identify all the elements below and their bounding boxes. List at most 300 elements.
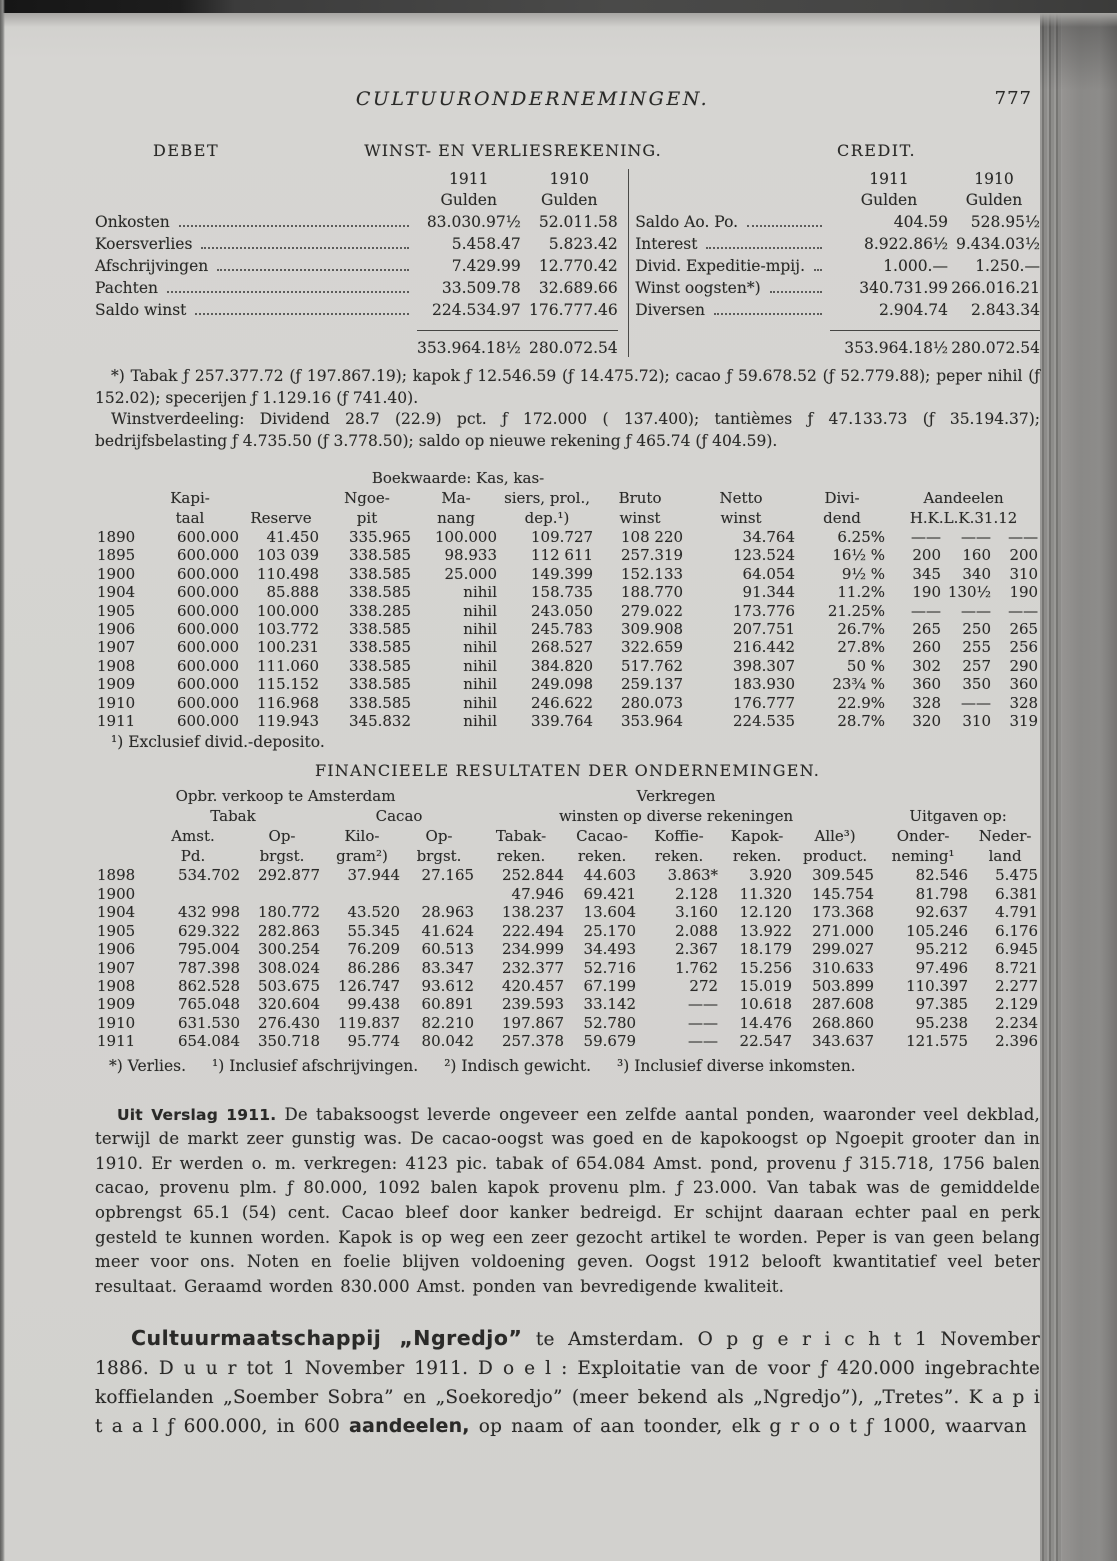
value-cell xyxy=(144,885,242,903)
value-cell: 6.945 xyxy=(995,940,1039,959)
value-cell: nihil xyxy=(463,656,498,675)
pnl-row-label: Saldo winst xyxy=(95,301,187,319)
value-cell: 121.575 xyxy=(906,1032,969,1051)
pnl-credit-currency xyxy=(635,190,1040,211)
value-cell: 86.286 xyxy=(347,958,400,977)
table-row xyxy=(95,657,1040,675)
value-cell: 25.170 xyxy=(583,921,637,940)
subgroup-winsten: winsten op diverse rekeningen xyxy=(558,807,794,826)
value-cell: 268.527 xyxy=(531,638,594,657)
pnl-debet-side xyxy=(95,169,618,357)
dot-leader xyxy=(747,225,822,227)
value-cell: 432 998 xyxy=(177,903,240,922)
table-row xyxy=(95,1014,1040,1032)
profit-loss-section xyxy=(95,141,1040,452)
column-header: taal xyxy=(175,509,205,527)
value-cell: 338.585 xyxy=(348,546,412,565)
credit-label: CREDIT. xyxy=(837,141,917,160)
pnl-credit-rows xyxy=(635,211,1040,357)
value-cell: 257.319 xyxy=(621,546,684,565)
pnl-footnotes xyxy=(95,366,1040,452)
table-row xyxy=(95,675,1040,693)
value-cell: 6.25% xyxy=(837,528,886,546)
value-cell: 384.820 xyxy=(531,656,594,675)
value-cell: 112 611 xyxy=(531,546,594,565)
value-cell: 34.764 xyxy=(742,528,796,546)
value-cell xyxy=(322,885,402,903)
value-cell: 47.946 xyxy=(511,884,565,903)
verslag-lead: Uit Verslag 1911. xyxy=(117,1105,277,1124)
value-cell: 67.199 xyxy=(583,976,637,995)
year-cell: 1890 xyxy=(97,528,136,546)
value-cell: 160 xyxy=(962,546,992,565)
year-cell: 1907 xyxy=(97,958,136,977)
subgroup-cacao: Cacao xyxy=(375,807,423,826)
pnl-row-label: Interest xyxy=(635,235,698,253)
column-header: Kapi- xyxy=(170,489,210,507)
footnote-winstverdeeling: Winstverdeeling: Dividend 28.7 (22.9) pct. ƒ 172.000 ( 137.400); tantièmes ƒ 47.133.73 (ƒ 35.194.37); bedrijfsbelasting ƒ 4.735.50 (ƒ 3.778.50); saldo op nieuwe rekening ƒ 465.74 (ƒ 404.59). xyxy=(95,410,1040,450)
value-cell: 91.344 xyxy=(742,583,796,602)
value-cell: 280.073 xyxy=(621,693,684,712)
column-header: land xyxy=(988,847,1022,866)
value-cell: 265 xyxy=(1009,620,1039,639)
boekwaarde-header-bottom xyxy=(95,508,1040,528)
value-cell: 272 xyxy=(689,976,719,995)
value-cell: 12.120 xyxy=(739,903,793,922)
table-row xyxy=(95,1032,1040,1050)
column-header: reken. xyxy=(496,847,546,866)
group-header-verkregen: Verkregen xyxy=(636,787,716,806)
value-cell: 338.585 xyxy=(348,564,412,583)
table-row xyxy=(95,866,1040,884)
value-cell: 173.776 xyxy=(733,601,796,620)
value-cell: 629.322 xyxy=(177,921,240,940)
year-cell: 1908 xyxy=(97,656,136,675)
value-cell: 14.476 xyxy=(739,1013,793,1032)
column-header: Op- xyxy=(425,827,453,846)
value-cell: 25.000 xyxy=(444,564,498,583)
value-cell: 123.524 xyxy=(733,546,796,565)
value-cell: 360 xyxy=(912,675,942,694)
value-cell: 28.7% xyxy=(837,712,886,731)
value-cell: 190 xyxy=(912,583,942,602)
pnl-value-1910: 528.95½ xyxy=(970,213,1040,231)
value-cell: 322.659 xyxy=(621,638,684,657)
value-cell: 299.027 xyxy=(812,940,875,959)
value-cell: 252.844 xyxy=(502,866,565,885)
table-row xyxy=(95,995,1040,1013)
value-cell: 328 xyxy=(912,693,942,712)
column-header: dend xyxy=(823,509,861,527)
dot-leader xyxy=(179,225,409,227)
value-cell: 18.179 xyxy=(739,940,793,959)
value-cell: 319 xyxy=(1009,712,1039,731)
pnl-value-1910: 176.777.46 xyxy=(528,301,618,319)
value-cell: nihil xyxy=(463,601,498,620)
value-cell: 350 xyxy=(962,675,992,694)
value-cell: 600.000 xyxy=(176,638,239,657)
column-header: brgst. xyxy=(416,847,462,866)
pnl-value-1910: 266.016.21 xyxy=(951,279,1040,297)
value-cell: 28.963 xyxy=(421,903,475,922)
year-column-header: 1911 xyxy=(449,170,489,188)
year-cell: 1908 xyxy=(97,976,136,995)
value-cell: 52.780 xyxy=(583,1013,637,1032)
value-cell: 271.000 xyxy=(812,921,875,940)
ngredjo-paragraph xyxy=(95,1324,1040,1441)
year-cell: 1910 xyxy=(97,1013,136,1032)
value-cell: 276.430 xyxy=(257,1013,320,1032)
value-cell: 183.930 xyxy=(733,675,796,694)
column-header: Op- xyxy=(268,827,296,846)
column-header: neming¹ xyxy=(891,847,955,866)
value-cell: 320 xyxy=(912,712,942,731)
pnl-row-label: Afschrijvingen xyxy=(95,257,209,275)
pnl-total-1910: 280.072.54 xyxy=(951,339,1040,357)
value-cell: 279.022 xyxy=(621,601,684,620)
subgroup-uitgaven: Uitgaven op: xyxy=(909,807,1007,826)
value-cell: 600.000 xyxy=(176,620,239,639)
table-row xyxy=(95,638,1040,656)
value-cell: 60.513 xyxy=(421,940,475,959)
value-cell: 93.612 xyxy=(421,976,475,995)
financieele-header-top xyxy=(95,826,1040,846)
value-cell: nihil xyxy=(463,675,498,694)
value-cell: nihil xyxy=(463,693,498,712)
pnl-credit-years xyxy=(635,169,1040,190)
boekwaarde-span-header-row xyxy=(95,468,1040,488)
page-content xyxy=(95,88,1040,1441)
value-cell: 83.347 xyxy=(421,958,475,977)
value-cell: 345 xyxy=(912,564,942,583)
value-cell: 82.210 xyxy=(421,1013,475,1032)
table-row xyxy=(95,546,1040,564)
value-cell: 600.000 xyxy=(176,546,239,565)
boekwaarde-body xyxy=(95,528,1040,730)
year-cell: 1906 xyxy=(97,620,136,639)
pnl-row-label: Koersverlies xyxy=(95,235,193,253)
value-cell: 23¾ % xyxy=(832,675,886,694)
table-row xyxy=(95,583,1040,601)
column-header: pit xyxy=(356,509,378,527)
pnl-value-1910: 1.250.— xyxy=(975,257,1040,275)
debet-label: DEBET xyxy=(153,141,220,160)
column-header: Pd. xyxy=(180,847,206,866)
financieele-header-bottom xyxy=(95,846,1040,866)
value-cell: —— xyxy=(961,601,992,620)
value-cell: 3.920 xyxy=(749,866,793,885)
pnl-row xyxy=(95,255,618,277)
value-cell: 1.762 xyxy=(675,958,719,977)
year-cell: 1909 xyxy=(97,675,136,694)
value-cell: 292.877 xyxy=(257,866,320,885)
pnl-debet-rows xyxy=(95,211,618,357)
value-cell: 216.442 xyxy=(733,638,796,657)
value-cell: 309.908 xyxy=(621,620,684,639)
value-cell: 3.160 xyxy=(675,903,719,922)
page-title: CULTUURONDERNEMINGEN. xyxy=(355,88,710,110)
value-cell: 10.618 xyxy=(739,995,793,1014)
year-cell: 1906 xyxy=(97,940,136,959)
value-cell: 197.867 xyxy=(502,1013,565,1032)
value-cell: 338.285 xyxy=(348,601,412,620)
dot-leader xyxy=(814,269,822,271)
value-cell: 338.585 xyxy=(348,693,412,712)
dot-leader xyxy=(217,269,409,271)
value-cell: —— xyxy=(688,1032,719,1051)
value-cell: 3.863* xyxy=(667,866,719,885)
pnl-row xyxy=(635,211,1040,233)
value-cell: 503.675 xyxy=(257,976,320,995)
pnl-debet-years xyxy=(95,169,618,190)
value-cell: 108 220 xyxy=(621,528,684,546)
value-cell: 320.604 xyxy=(257,995,320,1014)
financieele-section xyxy=(95,761,1040,1076)
page-number: 777 xyxy=(994,88,1032,109)
year-cell: 1895 xyxy=(97,546,136,565)
value-cell: 654.084 xyxy=(177,1032,240,1051)
footnote-gewicht: ²) Indisch gewicht. xyxy=(444,1056,592,1075)
value-cell: 600.000 xyxy=(176,583,239,602)
dot-leader xyxy=(201,247,408,249)
pnl-value-1911: 1.000.— xyxy=(883,257,948,275)
pnl-total-row xyxy=(95,330,618,357)
pnl-row xyxy=(635,299,1040,321)
value-cell: 787.398 xyxy=(177,958,240,977)
year-cell: 1898 xyxy=(97,866,136,885)
currency-header: Gulden xyxy=(440,191,497,209)
pnl-row xyxy=(95,299,618,321)
value-cell: 232.377 xyxy=(502,958,565,977)
value-cell: nihil xyxy=(463,712,498,731)
pnl-row-label: Pachten xyxy=(95,279,159,297)
value-cell: —— xyxy=(961,693,992,712)
column-header: Koffie- xyxy=(654,827,704,846)
value-cell: 600.000 xyxy=(176,528,239,546)
pnl-value-1910: 32.689.66 xyxy=(538,279,618,297)
value-cell: 22.9% xyxy=(837,693,886,712)
column-header: dep.¹) xyxy=(524,509,570,527)
year-cell: 1900 xyxy=(97,564,136,583)
value-cell: 99.438 xyxy=(347,995,400,1014)
value-cell: 119.943 xyxy=(256,712,320,731)
value-cell: 43.520 xyxy=(347,903,400,922)
value-cell: 173.368 xyxy=(812,903,875,922)
value-cell xyxy=(242,885,322,903)
value-cell: 257 xyxy=(962,656,992,675)
value-cell: 22.547 xyxy=(739,1032,793,1051)
column-header: Bruto xyxy=(618,489,662,507)
value-cell: 398.307 xyxy=(733,656,796,675)
value-cell: 16½ % xyxy=(832,546,886,565)
pnl-value-1911: 7.429.99 xyxy=(451,257,521,275)
column-header xyxy=(95,488,139,508)
aandeelen-subheader: H.K.L.K.31.12 xyxy=(909,509,1018,527)
value-cell: 8.721 xyxy=(995,958,1039,977)
value-cell: 340 xyxy=(962,564,992,583)
column-header xyxy=(241,488,321,508)
value-cell: 310 xyxy=(962,712,992,731)
pnl-value-1911: 8.922.86½ xyxy=(863,235,948,253)
boekwaarde-table xyxy=(95,468,1040,730)
value-cell: 282.863 xyxy=(257,921,320,940)
value-cell: 27.8% xyxy=(837,638,886,657)
value-cell: 302 xyxy=(912,656,942,675)
pnl-value-1911: 33.509.78 xyxy=(441,279,521,297)
value-cell: 2.277 xyxy=(995,976,1039,995)
year-cell: 1907 xyxy=(97,638,136,657)
value-cell: 55.345 xyxy=(347,921,400,940)
column-header: Ma- xyxy=(441,489,471,507)
year-cell: 1905 xyxy=(97,921,136,940)
pnl-value-1911: 404.59 xyxy=(893,213,948,231)
pnl-total-1911: 353.964.18½ xyxy=(844,339,948,357)
value-cell: 97.496 xyxy=(915,958,969,977)
year-cell: 1905 xyxy=(97,601,136,620)
financieele-title: FINANCIEELE RESULTATEN DER ONDERNEMINGEN. xyxy=(314,761,821,781)
value-cell: 234.999 xyxy=(502,940,565,959)
value-cell: 795.004 xyxy=(177,940,240,959)
value-cell: 41.624 xyxy=(421,921,475,940)
pnl-value-1911: 340.731.99 xyxy=(859,279,948,297)
column-header xyxy=(95,508,139,528)
value-cell: 92.637 xyxy=(915,903,969,922)
value-cell: 256 xyxy=(1009,638,1039,657)
ngredjo-text-2: op naam of aan toonder, elk g r o o t ƒ 1000, waarvan xyxy=(469,1416,1027,1438)
value-cell: 222.494 xyxy=(502,921,565,940)
dot-leader xyxy=(195,313,408,315)
value-cell: 60.891 xyxy=(421,995,475,1014)
value-cell: 300.254 xyxy=(257,940,320,959)
value-cell: 100.000 xyxy=(434,528,498,546)
table-row xyxy=(95,620,1040,638)
value-cell: 343.637 xyxy=(812,1032,875,1051)
value-cell: 26.7% xyxy=(837,620,886,639)
table-row xyxy=(95,922,1040,940)
value-cell: 517.762 xyxy=(621,656,684,675)
ngredjo-aandeelen-bold: aandeelen, xyxy=(349,1415,470,1438)
footnote-inkomsten: ³) Inclusief diverse inkomsten. xyxy=(617,1056,856,1075)
value-cell: 50 % xyxy=(846,656,886,675)
pnl-row-label: Diversen xyxy=(635,301,706,319)
value-cell: 11.320 xyxy=(739,884,793,903)
year-cell: 1900 xyxy=(97,884,136,903)
value-cell: 200 xyxy=(1009,546,1039,565)
table-row xyxy=(95,903,1040,921)
pnl-row xyxy=(635,277,1040,299)
column-header: siers, prol., xyxy=(504,489,590,507)
value-cell: 503.899 xyxy=(812,976,875,995)
verslag-body: De tabaksoogst leverde ongeveer een zelfde aantal ponden, waaronder veel dekblad, terwijl de markt zeer gunstig was. De cacao-oogst was goed en de kapokoogst op Ngoepit grooter dan in 1910. Er werden o. m. verkregen: 4123 pic. tabak of 654.084 Amst. pond, provenu ƒ 315.718, 1756 balen cacao, provenu plm. ƒ 80.000, 1092 balen kapok provenu plm. ƒ 23.000. Van tabak was de gemiddelde opbrengst 65.1 (54) cent. Cacao bleef door kanker bedreigd. Er schijnt daaraan echter paal en perk gesteld te kunnen worden. Kapok is op weg een zeer gezocht artikel te worden. Peper is van geen belang meer voor ons. Noten en foelie blijven voldoening geven. Oogst 1912 belooft kwantitatief veel beter resultaat. Geraamd worden 830.000 Amst. ponden van bevredigende kwaliteit. xyxy=(95,1104,1040,1296)
value-cell: 9½ % xyxy=(841,564,886,583)
value-cell: 21.25% xyxy=(827,601,886,620)
value-cell: 95.212 xyxy=(915,940,969,959)
value-cell: 338.585 xyxy=(348,583,412,602)
pnl-row xyxy=(95,211,618,233)
value-cell: —— xyxy=(688,995,719,1014)
value-cell: 119.837 xyxy=(337,1013,400,1032)
value-cell: 600.000 xyxy=(176,656,239,675)
value-cell: 257.378 xyxy=(502,1032,565,1051)
value-cell: 534.702 xyxy=(177,866,240,885)
value-cell: 350.718 xyxy=(257,1032,320,1051)
table-row xyxy=(95,940,1040,958)
value-cell: 6.176 xyxy=(995,921,1039,940)
table-row xyxy=(95,602,1040,620)
value-cell: 41.450 xyxy=(266,528,320,546)
value-cell: 338.585 xyxy=(348,656,412,675)
book-edge-band xyxy=(1040,0,1117,1561)
column-header: Kilo- xyxy=(344,827,380,846)
subgroup-tabak: Tabak xyxy=(210,807,256,826)
boekwaarde-header-top xyxy=(95,488,1040,508)
year-cell: 1911 xyxy=(97,1032,136,1051)
pnl-table xyxy=(95,169,1040,357)
value-cell: 111.060 xyxy=(256,656,320,675)
column-header: Cacao- xyxy=(576,827,628,846)
pnl-total-values xyxy=(830,330,1040,357)
value-cell: 44.603 xyxy=(583,866,637,885)
value-cell: 600.000 xyxy=(176,564,239,583)
value-cell: 76.209 xyxy=(347,940,400,959)
verslag-paragraph xyxy=(95,1103,1040,1300)
pnl-row-label: Winst oogsten*) xyxy=(635,279,761,297)
pnl-value-1910: 5.823.42 xyxy=(548,235,618,253)
table-row xyxy=(95,712,1040,730)
value-cell: 862.528 xyxy=(177,976,240,995)
column-header: Divi- xyxy=(824,489,860,507)
year-column-header: 1911 xyxy=(869,170,909,188)
pnl-header-row xyxy=(95,141,1040,165)
column-header: Alle³) xyxy=(814,827,856,846)
value-cell: 224.535 xyxy=(733,712,796,731)
value-cell: 338.585 xyxy=(348,638,412,657)
value-cell: 600.000 xyxy=(176,712,239,731)
value-cell: 103 039 xyxy=(256,546,320,565)
footnote-afschrijvingen: ¹) Inclusief afschrijvingen. xyxy=(212,1056,419,1075)
value-cell: 2.129 xyxy=(995,995,1039,1014)
value-cell: 308.024 xyxy=(257,958,320,977)
value-cell: 149.399 xyxy=(531,564,594,583)
value-cell: —— xyxy=(911,601,942,620)
value-cell: 2.367 xyxy=(675,940,719,959)
column-header: Reserve xyxy=(250,509,312,527)
table-row xyxy=(95,528,1040,546)
column-header: Kapok- xyxy=(730,827,784,846)
pnl-vertical-divider xyxy=(628,169,629,357)
pnl-total-1911: 353.964.18½ xyxy=(416,339,521,357)
table-row xyxy=(95,959,1040,977)
value-cell: 13.922 xyxy=(739,921,793,940)
scan-left-edge xyxy=(0,0,5,1561)
value-cell: 126.747 xyxy=(337,976,400,995)
value-cell: 180.772 xyxy=(257,903,320,922)
year-cell: 1910 xyxy=(97,693,136,712)
pnl-debet-currency xyxy=(95,190,618,211)
value-cell: 310.633 xyxy=(812,958,875,977)
year-cell: 1911 xyxy=(97,712,136,731)
scan-top-fade xyxy=(0,13,1117,27)
value-cell: —— xyxy=(911,528,942,546)
column-header: product. xyxy=(802,847,868,866)
currency-header: Gulden xyxy=(965,191,1023,209)
value-cell: 13.604 xyxy=(583,903,637,922)
value-cell: 335.965 xyxy=(348,528,412,546)
value-cell: 5.475 xyxy=(995,866,1039,885)
value-cell: 110.498 xyxy=(256,564,320,583)
financieele-table xyxy=(95,786,1040,1050)
pnl-total-values xyxy=(417,330,618,357)
